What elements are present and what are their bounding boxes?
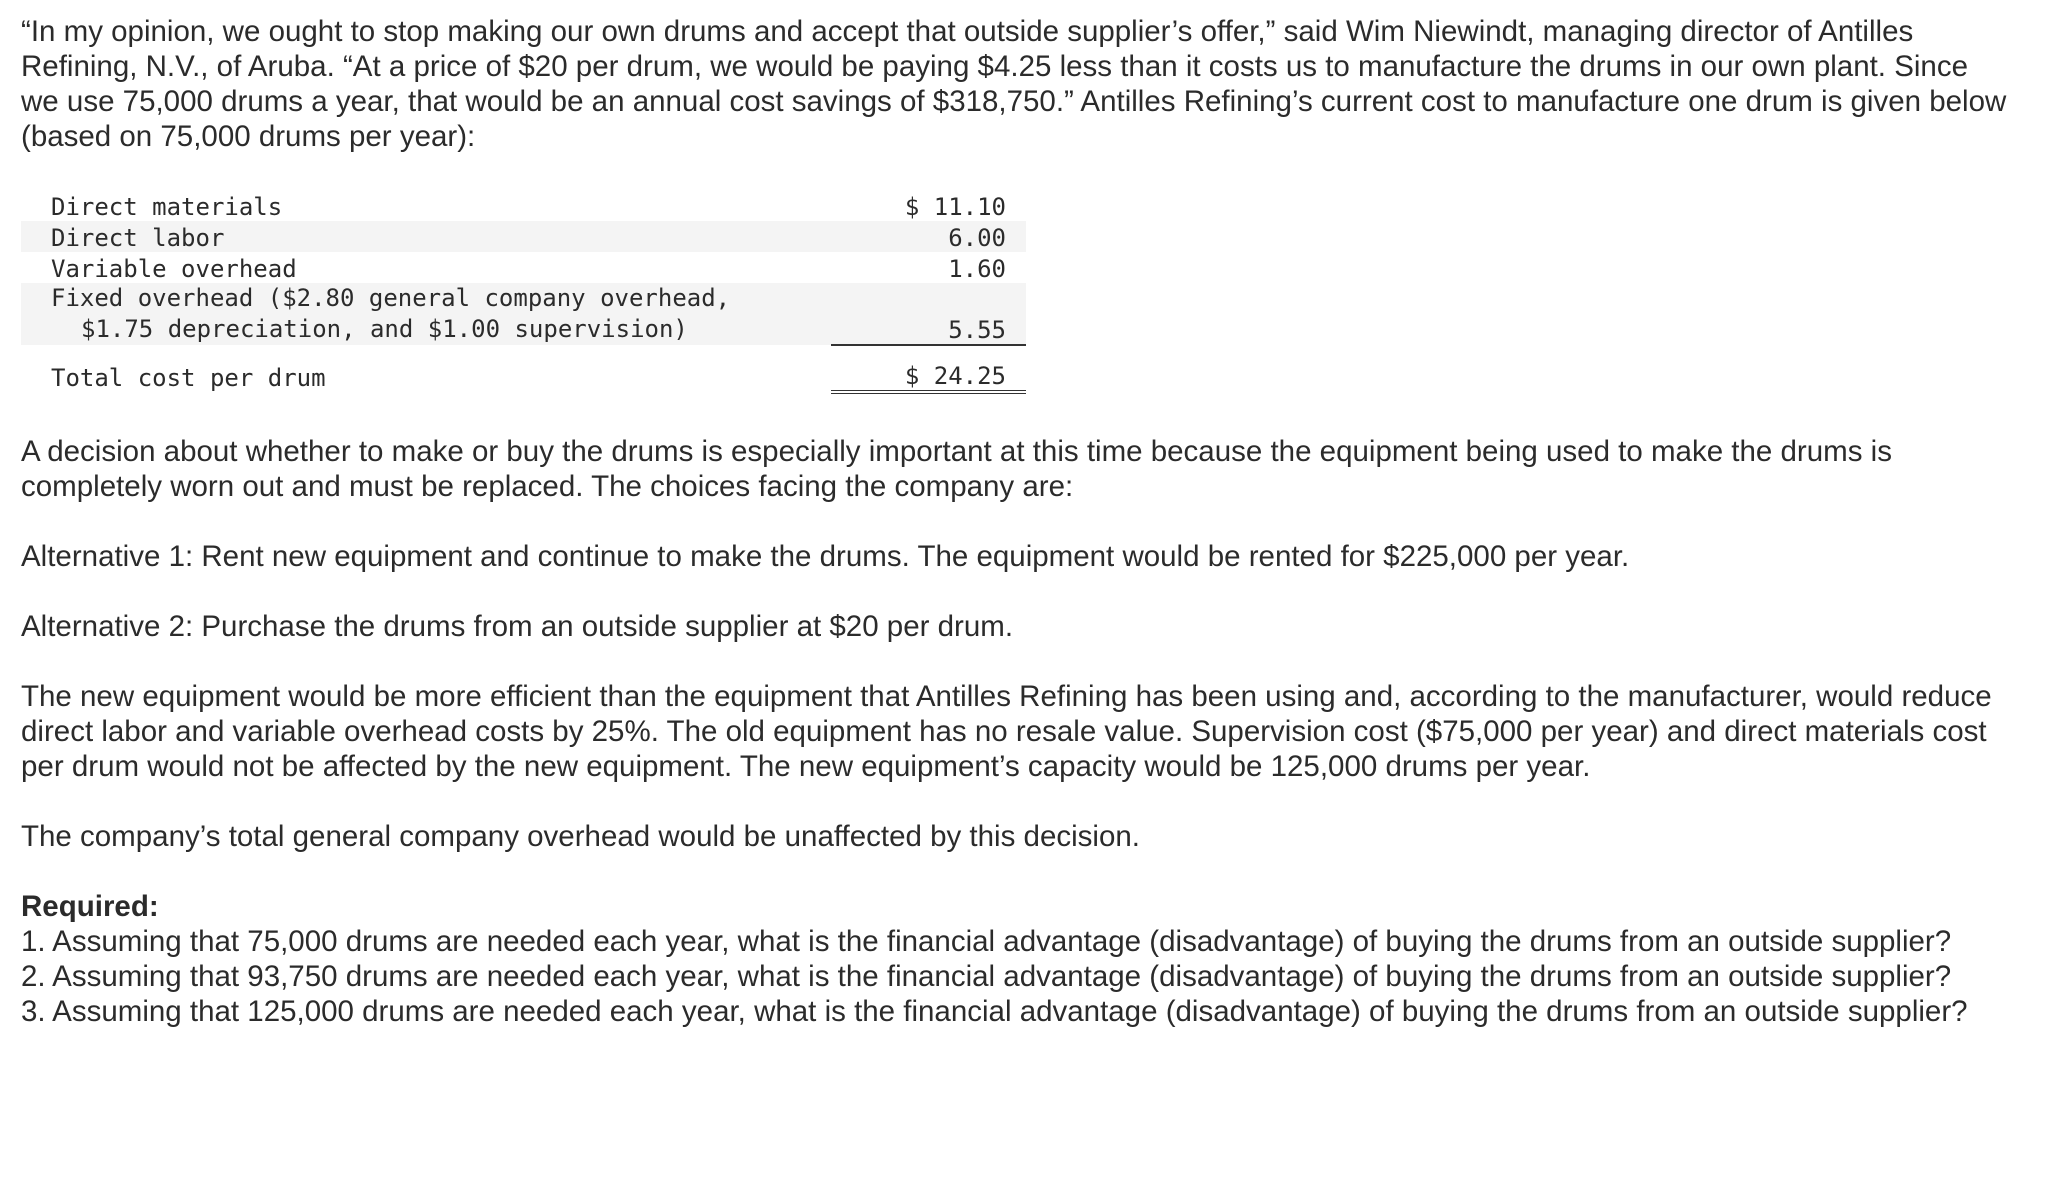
intro-paragraph: “In my opinion, we ought to stop making our own drums and accept that outside supplier’s offer,” said Wim Niewindt, managing director of Antilles Refining, N.V., of Aruba. “At a price of $20 per drum, we would be paying $4.25 less than it costs us to manufacture the drums in our own plant. Since we use 75,000 drums a year, that would be an annual cost savings of $318,750.” Antilles Refining’s current cost to manufacture one drum is given below (based on 75,000 drums per year):: [21, 15, 2007, 153]
row-label: [21, 283, 831, 345]
efficiency-paragraph: The new equipment would be more efficient than the equipment that Antilles Refining has been using and, according to the manufacturer, would reduce direct labor and variable overhead costs by 25%. The old equipment has no resale value. Supervision cost ($75,000 per year) and direct materials cost per drum would not be affected by the new equipment. The new equipment’s capacity would be 125,000 drums per year.: [21, 680, 1992, 783]
alternative-1: Alternative 1: Rent new equipment and continue to make the drums. The equipment would be rented for $225,000 per year.: [21, 540, 1630, 573]
decision-paragraph: A decision about whether to make or buy the drums is especially important at this time because the equipment being used to make the drums is completely worn out and must be replaced. The choices facing the company are:: [21, 435, 1892, 503]
required-item-3: 3. Assuming that 125,000 drums are needed each year, what is the financial advantage (disadvantage) of buying the drums from an outside supplier?: [21, 995, 1968, 1028]
table-row: [21, 190, 1026, 221]
problem-document: [21, 14, 2011, 1029]
row-label-line1: Fixed overhead ($2.80 general company overhead,: [51, 284, 731, 312]
row-amount: 6.00: [831, 221, 1026, 252]
required-item-1: 1. Assuming that 75,000 drums are needed each year, what is the financial advantage (disadvantage) of buying the drums from an outside supplier?: [21, 925, 1952, 958]
table-row: [21, 283, 1026, 345]
row-label: Direct labor: [21, 221, 831, 252]
row-amount: 5.55: [831, 283, 1026, 345]
overhead-paragraph: The company’s total general company overhead would be unaffected by this decision.: [21, 820, 1140, 853]
required-heading: Required:: [21, 890, 159, 923]
cost-per-drum-table: [21, 190, 1026, 394]
row-label-line2: $1.75 depreciation, and $1.00 supervision): [81, 315, 688, 343]
row-label: Direct materials: [51, 193, 283, 221]
alternative-2: Alternative 2: Purchase the drums from an outside supplier at $20 per drum.: [21, 610, 1014, 643]
row-label: Variable overhead: [51, 255, 297, 283]
total-amount: $ 24.25: [831, 345, 1026, 392]
row-amount: $ 11.10: [904, 193, 1006, 221]
required-item-2: 2. Assuming that 93,750 drums are needed each year, what is the financial advantage (disadvantage) of buying the drums from an outside supplier?: [21, 960, 1952, 993]
table-row: [21, 221, 1026, 252]
row-amount: 1.60: [948, 255, 1006, 283]
table-row: [21, 252, 1026, 283]
total-label: Total cost per drum: [51, 364, 326, 392]
total-row: [21, 345, 1026, 392]
